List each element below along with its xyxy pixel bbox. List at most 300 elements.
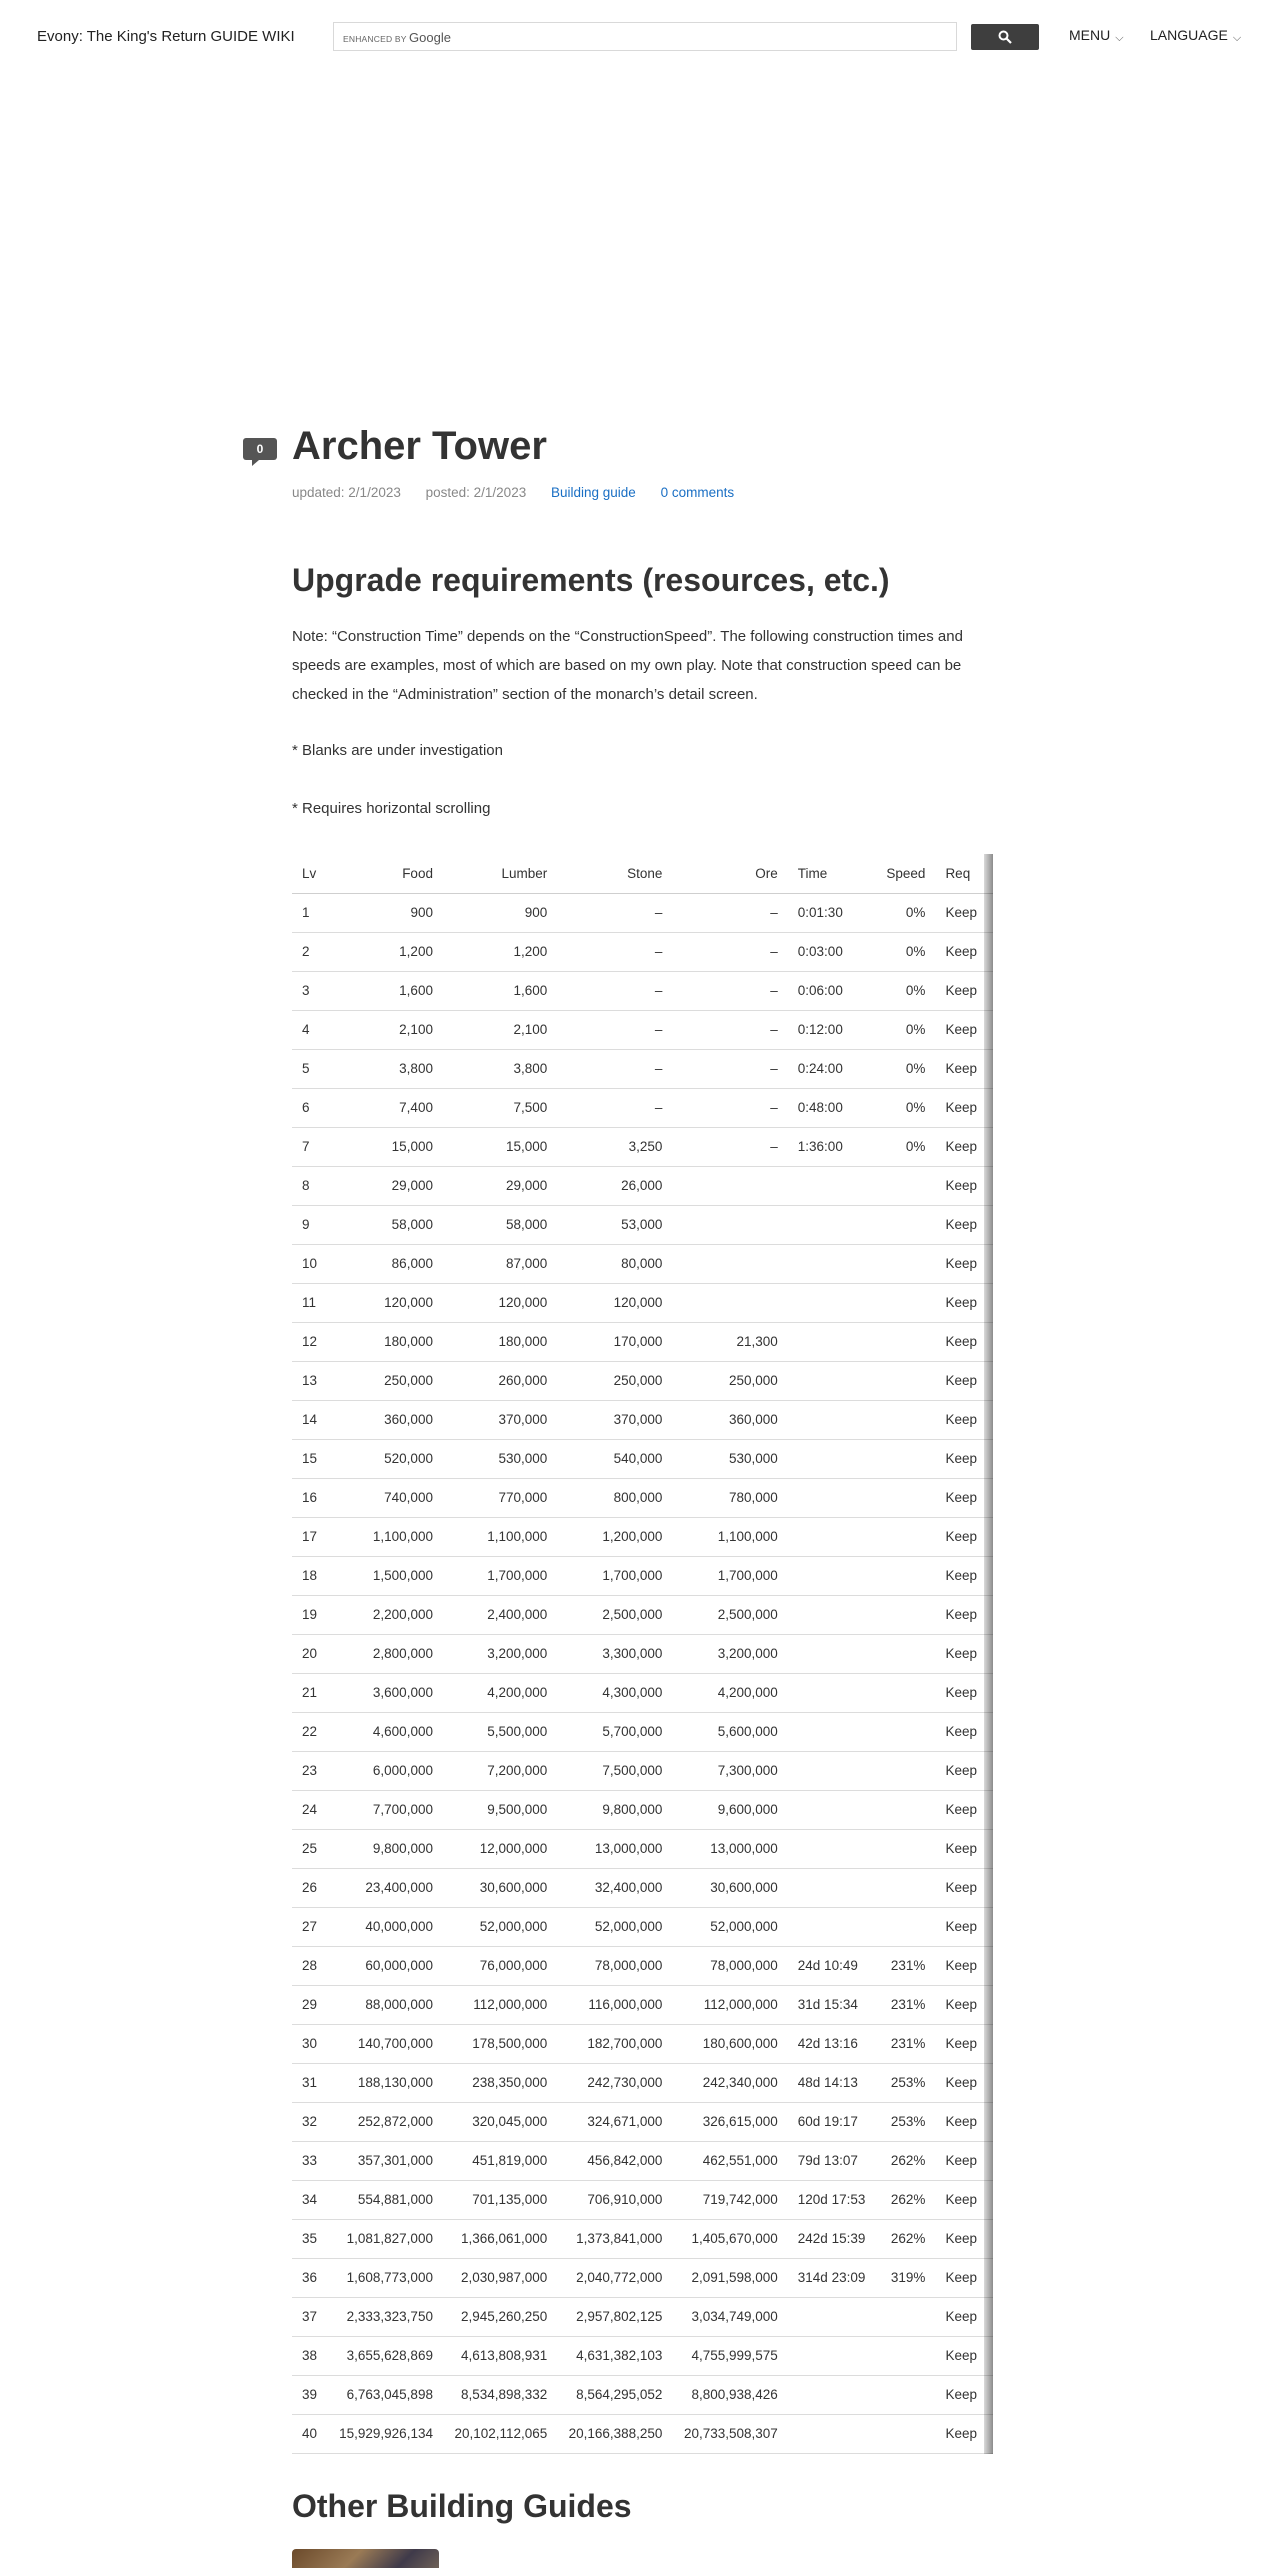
cell-lumber: 770,000 bbox=[443, 1478, 557, 1517]
cell-lumber: 2,100 bbox=[443, 1010, 557, 1049]
cell-req: Keep bbox=[935, 1283, 993, 1322]
cell-lv: 16 bbox=[292, 1478, 329, 1517]
cell-speed: 231% bbox=[875, 2024, 935, 2063]
cell-lv: 32 bbox=[292, 2102, 329, 2141]
cell-req: Keep bbox=[935, 1790, 993, 1829]
cell-req: Keep bbox=[935, 1478, 993, 1517]
cell-time bbox=[788, 1283, 876, 1322]
cell-lv: 8 bbox=[292, 1166, 329, 1205]
cell-food: 2,200,000 bbox=[329, 1595, 443, 1634]
cell-lv: 38 bbox=[292, 2336, 329, 2375]
cell-lv: 35 bbox=[292, 2219, 329, 2258]
cell-req: Keep bbox=[935, 1400, 993, 1439]
cell-lv: 27 bbox=[292, 1907, 329, 1946]
table-row bbox=[292, 1634, 993, 1673]
chevron-down-icon: ⌵ bbox=[1115, 32, 1124, 44]
cell-ore: 30,600,000 bbox=[672, 1868, 787, 1907]
table-row bbox=[292, 1517, 993, 1556]
table-row bbox=[292, 1985, 993, 2024]
cell-time bbox=[788, 1712, 876, 1751]
cell-lv: 18 bbox=[292, 1556, 329, 1595]
cell-time: 24d 10:49 bbox=[788, 1946, 876, 1985]
guide-thumbnail[interactable] bbox=[292, 2549, 439, 2568]
cell-ore: 4,755,999,575 bbox=[672, 2336, 787, 2375]
cell-food: 1,100,000 bbox=[329, 1517, 443, 1556]
cell-food: 7,400 bbox=[329, 1088, 443, 1127]
cell-stone: 2,957,802,125 bbox=[557, 2297, 672, 2336]
cell-stone: 182,700,000 bbox=[557, 2024, 672, 2063]
cell-lv: 11 bbox=[292, 1283, 329, 1322]
cell-time bbox=[788, 1517, 876, 1556]
cell-speed: 319% bbox=[875, 2258, 935, 2297]
cell-stone: 5,700,000 bbox=[557, 1712, 672, 1751]
cell-stone: 52,000,000 bbox=[557, 1907, 672, 1946]
cell-speed bbox=[875, 1517, 935, 1556]
site-header bbox=[0, 0, 1284, 76]
cell-time bbox=[788, 1790, 876, 1829]
cell-req: Keep bbox=[935, 1556, 993, 1595]
note-paragraph: Note: “Construction Time” depends on the “ConstructionSpeed”. The following construction times and speeds are examples, most of which are based on my own play. Note that construction speed can be checked in the “Administration” section of the monarch’s detail screen. bbox=[292, 628, 963, 703]
cell-time bbox=[788, 1166, 876, 1205]
cell-time bbox=[788, 1556, 876, 1595]
table-row bbox=[292, 1166, 993, 1205]
cell-speed bbox=[875, 1673, 935, 1712]
table-row bbox=[292, 1439, 993, 1478]
cell-lv: 17 bbox=[292, 1517, 329, 1556]
cell-food: 15,929,926,134 bbox=[329, 2414, 443, 2453]
table-row bbox=[292, 1205, 993, 1244]
cell-req: Keep bbox=[935, 1322, 993, 1361]
cell-lv: 3 bbox=[292, 971, 329, 1010]
cell-stone: 2,500,000 bbox=[557, 1595, 672, 1634]
cell-req: Keep bbox=[935, 1868, 993, 1907]
cell-time bbox=[788, 2336, 876, 2375]
cell-speed bbox=[875, 1244, 935, 1283]
cell-ore: – bbox=[672, 932, 787, 971]
cell-ore: 3,200,000 bbox=[672, 1634, 787, 1673]
cell-speed bbox=[875, 1907, 935, 1946]
cell-speed bbox=[875, 1439, 935, 1478]
nav-language[interactable]: LANGUAGE ⌵ bbox=[1150, 27, 1242, 44]
cell-food: 15,000 bbox=[329, 1127, 443, 1166]
cell-lv: 4 bbox=[292, 1010, 329, 1049]
cell-stone: 53,000 bbox=[557, 1205, 672, 1244]
chevron-down-icon: ⌵ bbox=[1232, 32, 1242, 44]
cell-req: Keep bbox=[935, 2297, 993, 2336]
cell-lumber: 900 bbox=[443, 893, 557, 932]
cell-req: Keep bbox=[935, 1244, 993, 1283]
cell-lumber: 29,000 bbox=[443, 1166, 557, 1205]
cell-lumber: 238,350,000 bbox=[443, 2063, 557, 2102]
cell-time bbox=[788, 1595, 876, 1634]
cell-req: Keep bbox=[935, 1361, 993, 1400]
comments-link[interactable]: 0 comments bbox=[660, 485, 735, 500]
cell-ore: 1,700,000 bbox=[672, 1556, 787, 1595]
table-row bbox=[292, 2336, 993, 2375]
cell-stone: 4,300,000 bbox=[557, 1673, 672, 1712]
cell-lumber: 1,700,000 bbox=[443, 1556, 557, 1595]
cell-lv: 25 bbox=[292, 1829, 329, 1868]
table-row bbox=[292, 2297, 993, 2336]
col-req: Req bbox=[935, 854, 993, 893]
cell-ore: 52,000,000 bbox=[672, 1907, 787, 1946]
cell-lumber: 260,000 bbox=[443, 1361, 557, 1400]
cell-stone: 1,200,000 bbox=[557, 1517, 672, 1556]
cell-speed bbox=[875, 2297, 935, 2336]
cell-stone: 540,000 bbox=[557, 1439, 672, 1478]
site-title-link[interactable]: Evony: The King's Return GUIDE WIKI bbox=[37, 28, 295, 45]
cell-speed: 262% bbox=[875, 2180, 935, 2219]
cell-stone: 370,000 bbox=[557, 1400, 672, 1439]
cell-speed bbox=[875, 1556, 935, 1595]
cell-food: 2,800,000 bbox=[329, 1634, 443, 1673]
cell-food: 554,881,000 bbox=[329, 2180, 443, 2219]
cell-lumber: 30,600,000 bbox=[443, 1868, 557, 1907]
cell-lumber: 7,500 bbox=[443, 1088, 557, 1127]
cell-req: Keep bbox=[935, 2375, 993, 2414]
cell-lumber: 178,500,000 bbox=[443, 2024, 557, 2063]
cell-food: 1,608,773,000 bbox=[329, 2258, 443, 2297]
col-food: Food bbox=[329, 854, 443, 893]
cell-req: Keep bbox=[935, 2180, 993, 2219]
cell-food: 60,000,000 bbox=[329, 1946, 443, 1985]
cell-speed: 0% bbox=[875, 932, 935, 971]
cell-food: 23,400,000 bbox=[329, 1868, 443, 1907]
cell-lv: 19 bbox=[292, 1595, 329, 1634]
cell-ore: – bbox=[672, 971, 787, 1010]
cell-lumber: 15,000 bbox=[443, 1127, 557, 1166]
cell-ore: – bbox=[672, 1049, 787, 1088]
table-row bbox=[292, 1907, 993, 1946]
cell-lv: 29 bbox=[292, 1985, 329, 2024]
table-row bbox=[292, 1829, 993, 1868]
cell-time bbox=[788, 2297, 876, 2336]
cell-stone: 80,000 bbox=[557, 1244, 672, 1283]
cell-req: Keep bbox=[935, 1907, 993, 1946]
table-row bbox=[292, 1322, 993, 1361]
cell-stone: 4,631,382,103 bbox=[557, 2336, 672, 2375]
cell-lv: 28 bbox=[292, 1946, 329, 1985]
cell-speed bbox=[875, 1205, 935, 1244]
cell-ore: 8,800,938,426 bbox=[672, 2375, 787, 2414]
cell-time: 31d 15:34 bbox=[788, 1985, 876, 2024]
cell-req: Keep bbox=[935, 1712, 993, 1751]
cell-ore: – bbox=[672, 1088, 787, 1127]
cell-lv: 22 bbox=[292, 1712, 329, 1751]
cell-stone: – bbox=[557, 1049, 672, 1088]
cell-lumber: 1,366,061,000 bbox=[443, 2219, 557, 2258]
table-row bbox=[292, 1088, 993, 1127]
cell-speed bbox=[875, 1166, 935, 1205]
cell-stone: 20,166,388,250 bbox=[557, 2414, 672, 2453]
cell-req: Keep bbox=[935, 1088, 993, 1127]
cell-req: Keep bbox=[935, 1595, 993, 1634]
cell-lv: 33 bbox=[292, 2141, 329, 2180]
cell-time bbox=[788, 1205, 876, 1244]
cell-food: 29,000 bbox=[329, 1166, 443, 1205]
table-row bbox=[292, 2414, 993, 2453]
cell-ore bbox=[672, 1166, 787, 1205]
cell-req: Keep bbox=[935, 2141, 993, 2180]
cell-req: Keep bbox=[935, 2258, 993, 2297]
cell-food: 252,872,000 bbox=[329, 2102, 443, 2141]
cell-time bbox=[788, 2375, 876, 2414]
cell-req: Keep bbox=[935, 1673, 993, 1712]
table-row bbox=[292, 2375, 993, 2414]
cell-food: 188,130,000 bbox=[329, 2063, 443, 2102]
cell-ore: 112,000,000 bbox=[672, 1985, 787, 2024]
table-row bbox=[292, 1946, 993, 1985]
cell-lumber: 451,819,000 bbox=[443, 2141, 557, 2180]
cell-ore: – bbox=[672, 1127, 787, 1166]
requirements-table-scroll[interactable] bbox=[292, 854, 993, 2454]
cell-stone: – bbox=[557, 1010, 672, 1049]
cell-stone: 120,000 bbox=[557, 1283, 672, 1322]
cell-lumber: 112,000,000 bbox=[443, 1985, 557, 2024]
table-row bbox=[292, 1010, 993, 1049]
cell-speed: 262% bbox=[875, 2219, 935, 2258]
page-title: Archer Tower bbox=[292, 424, 547, 468]
cell-lumber: 530,000 bbox=[443, 1439, 557, 1478]
table-header-row bbox=[292, 854, 993, 893]
cell-req: Keep bbox=[935, 2336, 993, 2375]
cell-lumber: 5,500,000 bbox=[443, 1712, 557, 1751]
search-brand: ENHANCED BY Google bbox=[343, 30, 451, 45]
cell-ore: 4,200,000 bbox=[672, 1673, 787, 1712]
cell-time bbox=[788, 1478, 876, 1517]
search-icon bbox=[998, 30, 1012, 44]
table-row bbox=[292, 1595, 993, 1634]
cell-lv: 21 bbox=[292, 1673, 329, 1712]
cell-lumber: 9,500,000 bbox=[443, 1790, 557, 1829]
cell-ore bbox=[672, 1205, 787, 1244]
col-stone: Stone bbox=[557, 854, 672, 893]
cell-ore: 5,600,000 bbox=[672, 1712, 787, 1751]
cell-lumber: 58,000 bbox=[443, 1205, 557, 1244]
cell-speed bbox=[875, 1361, 935, 1400]
cell-ore bbox=[672, 1283, 787, 1322]
cell-lumber: 120,000 bbox=[443, 1283, 557, 1322]
cell-food: 6,000,000 bbox=[329, 1751, 443, 1790]
cell-time: 120d 17:53 bbox=[788, 2180, 876, 2219]
cell-speed: 231% bbox=[875, 1985, 935, 2024]
cell-lv: 26 bbox=[292, 1868, 329, 1907]
cell-speed bbox=[875, 1322, 935, 1361]
cell-ore: 21,300 bbox=[672, 1322, 787, 1361]
cell-req: Keep bbox=[935, 1517, 993, 1556]
cell-time bbox=[788, 1439, 876, 1478]
table-row bbox=[292, 1751, 993, 1790]
cell-food: 900 bbox=[329, 893, 443, 932]
cell-speed bbox=[875, 1400, 935, 1439]
search-input[interactable] bbox=[333, 22, 957, 51]
cell-time bbox=[788, 1322, 876, 1361]
cell-speed bbox=[875, 2336, 935, 2375]
cell-speed bbox=[875, 1634, 935, 1673]
cell-req: Keep bbox=[935, 2024, 993, 2063]
cell-req: Keep bbox=[935, 1829, 993, 1868]
cell-ore: 1,405,670,000 bbox=[672, 2219, 787, 2258]
cell-stone: 170,000 bbox=[557, 1322, 672, 1361]
cell-lv: 7 bbox=[292, 1127, 329, 1166]
cell-time: 0:03:00 bbox=[788, 932, 876, 971]
table-row bbox=[292, 2219, 993, 2258]
cell-stone: 250,000 bbox=[557, 1361, 672, 1400]
cell-stone: 3,250 bbox=[557, 1127, 672, 1166]
cell-lumber: 8,534,898,332 bbox=[443, 2375, 557, 2414]
cell-stone: – bbox=[557, 893, 672, 932]
table-row bbox=[292, 1556, 993, 1595]
col-speed: Speed bbox=[875, 854, 935, 893]
cell-lumber: 2,030,987,000 bbox=[443, 2258, 557, 2297]
cell-lv: 39 bbox=[292, 2375, 329, 2414]
scroll-note: * Requires horizontal scrolling bbox=[292, 800, 491, 817]
cell-time bbox=[788, 2414, 876, 2453]
cell-ore: 20,733,508,307 bbox=[672, 2414, 787, 2453]
table-row bbox=[292, 971, 993, 1010]
cell-ore: 2,500,000 bbox=[672, 1595, 787, 1634]
cell-time bbox=[788, 1751, 876, 1790]
cell-lv: 24 bbox=[292, 1790, 329, 1829]
cell-req: Keep bbox=[935, 1634, 993, 1673]
cell-lumber: 7,200,000 bbox=[443, 1751, 557, 1790]
cell-stone: – bbox=[557, 971, 672, 1010]
cell-food: 3,800 bbox=[329, 1049, 443, 1088]
cell-ore: 3,034,749,000 bbox=[672, 2297, 787, 2336]
cell-ore: 13,000,000 bbox=[672, 1829, 787, 1868]
cell-stone: 13,000,000 bbox=[557, 1829, 672, 1868]
cell-food: 1,600 bbox=[329, 971, 443, 1010]
cell-lumber: 1,100,000 bbox=[443, 1517, 557, 1556]
cell-food: 6,763,045,898 bbox=[329, 2375, 443, 2414]
cell-lumber: 320,045,000 bbox=[443, 2102, 557, 2141]
cell-time: 60d 19:17 bbox=[788, 2102, 876, 2141]
cell-food: 2,333,323,750 bbox=[329, 2297, 443, 2336]
cell-speed: 231% bbox=[875, 1946, 935, 1985]
cell-lumber: 4,613,808,931 bbox=[443, 2336, 557, 2375]
cell-time: 0:12:00 bbox=[788, 1010, 876, 1049]
cell-lumber: 20,102,112,065 bbox=[443, 2414, 557, 2453]
cell-ore: 360,000 bbox=[672, 1400, 787, 1439]
cell-stone: 324,671,000 bbox=[557, 2102, 672, 2141]
cell-lv: 40 bbox=[292, 2414, 329, 2453]
cell-time: 0:01:30 bbox=[788, 893, 876, 932]
cell-req: Keep bbox=[935, 1010, 993, 1049]
table-row bbox=[292, 2024, 993, 2063]
cell-req: Keep bbox=[935, 2219, 993, 2258]
cell-lv: 12 bbox=[292, 1322, 329, 1361]
col-time: Time bbox=[788, 854, 876, 893]
comment-count-badge[interactable]: 0 bbox=[243, 438, 277, 460]
cell-lv: 30 bbox=[292, 2024, 329, 2063]
cell-speed bbox=[875, 2375, 935, 2414]
cell-speed: 262% bbox=[875, 2141, 935, 2180]
col-lv: Lv bbox=[292, 854, 329, 893]
cell-req: Keep bbox=[935, 1439, 993, 1478]
other-guides-heading: Other Building Guides bbox=[292, 2488, 632, 2524]
cell-req: Keep bbox=[935, 2063, 993, 2102]
cell-req: Keep bbox=[935, 1049, 993, 1088]
cell-time: 42d 13:16 bbox=[788, 2024, 876, 2063]
nav-menu[interactable]: MENU ⌵ bbox=[1069, 27, 1124, 44]
cell-ore: 2,091,598,000 bbox=[672, 2258, 787, 2297]
cell-time bbox=[788, 1400, 876, 1439]
table-row bbox=[292, 1673, 993, 1712]
cell-req: Keep bbox=[935, 1946, 993, 1985]
cell-lumber: 76,000,000 bbox=[443, 1946, 557, 1985]
cell-stone: 9,800,000 bbox=[557, 1790, 672, 1829]
cell-req: Keep bbox=[935, 893, 993, 932]
cell-food: 9,800,000 bbox=[329, 1829, 443, 1868]
cell-ore: 462,551,000 bbox=[672, 2141, 787, 2180]
cell-lv: 23 bbox=[292, 1751, 329, 1790]
table-row bbox=[292, 1712, 993, 1751]
cell-food: 520,000 bbox=[329, 1439, 443, 1478]
table-row bbox=[292, 932, 993, 971]
cell-food: 120,000 bbox=[329, 1283, 443, 1322]
cell-ore: 7,300,000 bbox=[672, 1751, 787, 1790]
cell-stone: 8,564,295,052 bbox=[557, 2375, 672, 2414]
cell-time: 0:48:00 bbox=[788, 1088, 876, 1127]
cell-time bbox=[788, 1868, 876, 1907]
cell-lumber: 1,200 bbox=[443, 932, 557, 971]
table-row bbox=[292, 2141, 993, 2180]
cell-lumber: 12,000,000 bbox=[443, 1829, 557, 1868]
search-button[interactable] bbox=[971, 24, 1039, 50]
cell-lv: 15 bbox=[292, 1439, 329, 1478]
category-link[interactable]: Building guide bbox=[550, 485, 636, 500]
cell-food: 58,000 bbox=[329, 1205, 443, 1244]
cell-ore: 719,742,000 bbox=[672, 2180, 787, 2219]
cell-time bbox=[788, 1634, 876, 1673]
requirements-table bbox=[292, 854, 993, 2454]
table-row bbox=[292, 2258, 993, 2297]
cell-lv: 31 bbox=[292, 2063, 329, 2102]
cell-stone: 116,000,000 bbox=[557, 1985, 672, 2024]
cell-lumber: 1,600 bbox=[443, 971, 557, 1010]
cell-req: Keep bbox=[935, 1751, 993, 1790]
cell-speed: 0% bbox=[875, 1127, 935, 1166]
cell-ore bbox=[672, 1244, 787, 1283]
cell-ore: 250,000 bbox=[672, 1361, 787, 1400]
section-heading: Upgrade requirements (resources, etc.) bbox=[292, 562, 890, 598]
cell-ore: 326,615,000 bbox=[672, 2102, 787, 2141]
cell-req: Keep bbox=[935, 2102, 993, 2141]
table-row bbox=[292, 1478, 993, 1517]
cell-food: 1,081,827,000 bbox=[329, 2219, 443, 2258]
cell-food: 86,000 bbox=[329, 1244, 443, 1283]
cell-time: 0:24:00 bbox=[788, 1049, 876, 1088]
cell-food: 40,000,000 bbox=[329, 1907, 443, 1946]
cell-lv: 9 bbox=[292, 1205, 329, 1244]
cell-food: 3,600,000 bbox=[329, 1673, 443, 1712]
cell-speed bbox=[875, 1829, 935, 1868]
cell-req: Keep bbox=[935, 1127, 993, 1166]
cell-food: 140,700,000 bbox=[329, 2024, 443, 2063]
cell-food: 250,000 bbox=[329, 1361, 443, 1400]
table-row bbox=[292, 1361, 993, 1400]
cell-speed bbox=[875, 1790, 935, 1829]
updated-date: updated: 2/1/2023 bbox=[292, 485, 401, 500]
cell-food: 4,600,000 bbox=[329, 1712, 443, 1751]
cell-time: 0:06:00 bbox=[788, 971, 876, 1010]
cell-stone: 32,400,000 bbox=[557, 1868, 672, 1907]
cell-lumber: 701,135,000 bbox=[443, 2180, 557, 2219]
table-row bbox=[292, 1049, 993, 1088]
cell-lv: 37 bbox=[292, 2297, 329, 2336]
table-row bbox=[292, 2102, 993, 2141]
cell-speed: 0% bbox=[875, 1010, 935, 1049]
